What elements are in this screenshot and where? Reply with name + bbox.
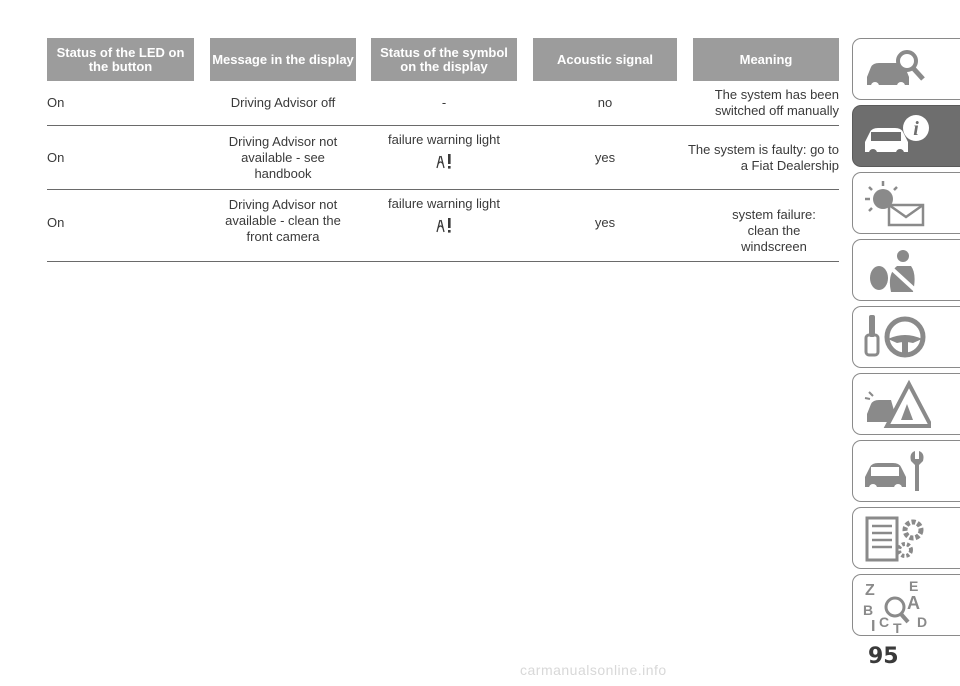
cell-symbol: - (441, 95, 447, 110)
cell-acoustic: yes (594, 215, 616, 230)
cell-message: Driving Advisor not available - clean the front camera (225, 197, 341, 244)
failure-warning-light-icon (434, 152, 454, 170)
cell-meaning: The system has been switched off manually (714, 87, 839, 118)
cell-acoustic: yes (594, 149, 616, 165)
warning-light-envelope-icon (861, 177, 931, 231)
checklist-gears-icon (861, 512, 931, 566)
cell-symbol (371, 190, 517, 261)
header-acoustic-signal: Acoustic signal (533, 38, 677, 81)
header-meaning: Meaning (693, 38, 839, 81)
svg-text:Z: Z (865, 582, 875, 599)
svg-text:A: A (907, 593, 920, 613)
tab-index[interactable] (852, 574, 960, 636)
car-info-icon (861, 110, 931, 164)
cell-message: Driving Advisor off (230, 95, 336, 110)
cell-acoustic: no (597, 95, 613, 110)
symbol-label: failure warning light (387, 196, 500, 211)
cell-led: On (47, 95, 65, 110)
svg-text:D: D (917, 614, 928, 630)
table-row (47, 126, 839, 190)
watermark: carmanualsonline.info (520, 662, 667, 678)
header-symbol-status: Status of the symbol on the display (371, 38, 517, 81)
svg-text:B: B (863, 602, 874, 618)
failure-warning-light-icon (434, 216, 454, 234)
tab-emergency[interactable] (852, 373, 960, 435)
tab-starting-driving[interactable] (852, 306, 960, 368)
tab-car-info[interactable] (852, 105, 960, 167)
driving-advisor-status-table (47, 38, 839, 262)
header-message: Message in the display (210, 38, 356, 81)
table-row (47, 81, 839, 126)
tab-safety[interactable] (852, 239, 960, 301)
table-row (47, 190, 839, 262)
seatbelt-airbag-icon (861, 244, 931, 298)
header-led-status: Status of the LED on the button (47, 38, 194, 81)
car-search-icon (861, 43, 931, 97)
tab-warning-lights[interactable] (852, 172, 960, 234)
cell-meaning: system failure: clean the windscreen (732, 207, 816, 254)
cell-message: Driving Advisor not available - see handbook (228, 133, 338, 181)
svg-text:C: C (879, 614, 890, 630)
tab-technical-data[interactable] (852, 507, 960, 569)
alphabet-index-icon (861, 579, 931, 633)
page-number: 95 (868, 644, 899, 669)
key-steering-wheel-icon (861, 311, 931, 365)
svg-text:I: I (871, 618, 876, 633)
symbol-label: failure warning light (387, 132, 500, 147)
svg-text:i: i (913, 118, 919, 140)
cell-led: On (47, 149, 65, 165)
table-header (47, 38, 839, 81)
tab-maintenance[interactable] (852, 440, 960, 502)
svg-text:E: E (909, 579, 919, 594)
cell-symbol (371, 126, 517, 189)
cell-led: On (47, 215, 65, 230)
svg-text:T: T (893, 620, 902, 633)
car-wrench-icon (861, 445, 931, 499)
tab-car-search[interactable] (852, 38, 960, 100)
cell-meaning: The system is faulty: go to a Fiat Dealership (687, 141, 839, 173)
car-accident-warning-icon (861, 378, 931, 432)
